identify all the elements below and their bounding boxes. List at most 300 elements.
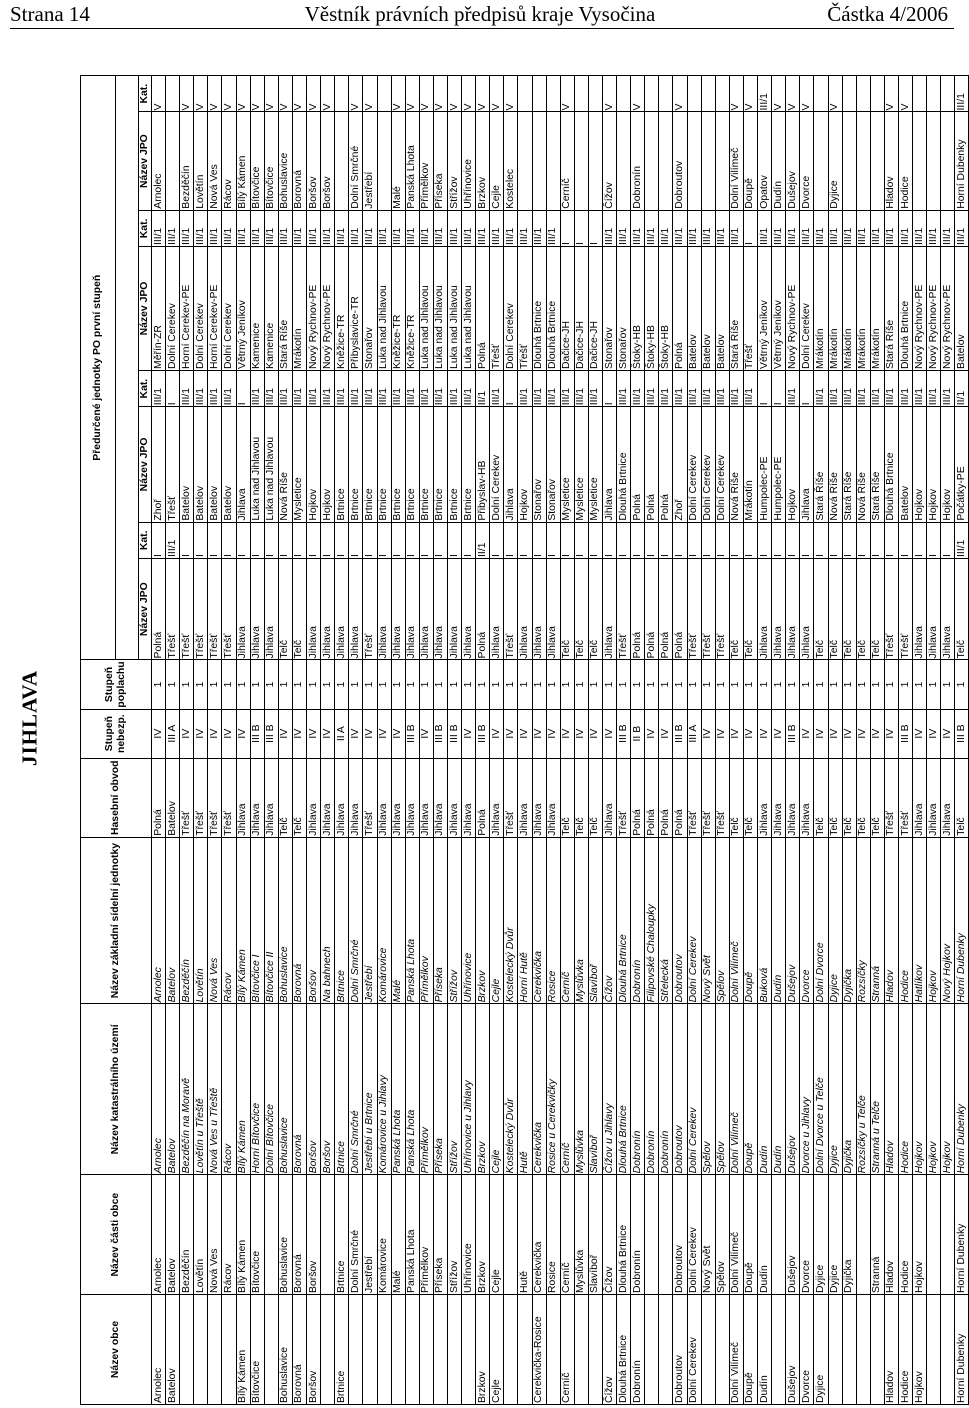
cell-katastralni-uzemi: Příseka (433, 1004, 447, 1175)
cell-jpo-2: Nová Říše (856, 407, 870, 522)
cell-kat-3: III/1 (278, 210, 292, 246)
cell-katastralni-uzemi: Dolní Vilímeč (729, 1004, 743, 1175)
cell-jpo-2: Přibyslav-HB (476, 407, 490, 522)
cell-hasebni-obvod: Jihlava (786, 758, 800, 837)
cell-kat-3: III/1 (955, 210, 969, 246)
cell-stupen-poplachu: 1 (180, 660, 194, 709)
cell-kat-4 (377, 76, 391, 112)
cell-jpo-1: Jihlava (800, 558, 814, 659)
cell-jpo-1: Telč (856, 558, 870, 659)
cell-katastralni-uzemi: Jestřebí u Brtnice (363, 1004, 377, 1175)
cell-kat-3: III/1 (419, 210, 433, 246)
table-row (180, 76, 194, 1405)
cell-jpo-4: Přímělkov (419, 112, 433, 210)
cell-cast-obce: Cerekvička (532, 1175, 546, 1295)
cell-jpo-1: Telč (560, 558, 574, 659)
cell-zakladni-sidelni-jednotka: Bezděčín (180, 837, 194, 1004)
cell-jpo-4 (532, 112, 546, 210)
table-row (166, 76, 180, 1405)
cell-stupen-nebezpeci: IV (292, 709, 306, 758)
cell-hasebni-obvod: Jihlava (603, 758, 617, 837)
cell-kat-4: V (504, 76, 518, 112)
cell-zakladni-sidelni-jednotka: Dyjička (842, 837, 856, 1004)
cell-cast-obce (927, 1175, 941, 1295)
cell-stupen-poplachu: 1 (363, 660, 377, 709)
cell-kat-2: III/1 (645, 370, 659, 406)
cell-zakladni-sidelni-jednotka: Komárovice (377, 837, 391, 1004)
cell-stupen-poplachu: 1 (546, 660, 560, 709)
cell-stupen-poplachu: 1 (701, 660, 715, 709)
section-title (0, 669, 60, 767)
cell-obec: Dudín (758, 1294, 772, 1404)
cell-kat-2: II/1 (476, 370, 490, 406)
cell-kat-2: I (166, 370, 180, 406)
cell-obec: Brzkov (476, 1294, 490, 1404)
section-title-text: JIHLAVA (17, 669, 42, 767)
cell-kat-4 (518, 76, 532, 112)
cell-zakladni-sidelni-jednotka: Černíč (560, 837, 574, 1004)
cell-jpo-3: Štoky-HB (659, 247, 673, 371)
cell-kat-4 (687, 76, 701, 112)
cell-kat-4: III/1 (955, 76, 969, 112)
cell-kat-4: III/1 (758, 76, 772, 112)
cell-kat-3: III/1 (870, 210, 884, 246)
cell-kat-4: V (447, 76, 461, 112)
cell-jpo-3: Stará Říše (278, 247, 292, 371)
cell-kat-3: III/1 (405, 210, 419, 246)
table-row (518, 76, 532, 1405)
cell-hasebni-obvod: Jihlava (307, 758, 321, 837)
cell-stupen-poplachu: 1 (292, 660, 306, 709)
cell-cast-obce: Myslůvka (574, 1175, 588, 1295)
cell-kat-4: V (743, 76, 757, 112)
cell-cast-obce: Dobronín (631, 1175, 645, 1295)
cell-jpo-3: Luka nad Jihlavou (433, 247, 447, 371)
cell-kat-4: V (236, 76, 250, 112)
cell-kat-4: V (180, 76, 194, 112)
cell-stupen-nebezpeci: III A (166, 709, 180, 758)
cell-kat-3: III/1 (180, 210, 194, 246)
cell-jpo-3: Stará Říše (729, 247, 743, 371)
cell-kat-1: I (603, 522, 617, 558)
cell-kat-3: III/1 (363, 210, 377, 246)
cell-obec (194, 1294, 208, 1404)
cell-cast-obce: Hutě (518, 1175, 532, 1295)
cell-kat-4: V (292, 76, 306, 112)
cell-obec: Cejle (490, 1294, 504, 1404)
cell-kat-4: V (250, 76, 264, 112)
cell-hasebni-obvod: Batelov (166, 758, 180, 837)
cell-stupen-nebezpeci: IV (532, 709, 546, 758)
cell-jpo-3: Mrákotín (870, 247, 884, 371)
cell-kat-3: III/1 (476, 210, 490, 246)
cell-jpo-3: Horní Cerekev-PE (208, 247, 222, 371)
cell-hasebni-obvod: Telč (842, 758, 856, 837)
cell-cast-obce: Brtnice (335, 1175, 349, 1295)
cell-kat-4: V (603, 76, 617, 112)
cell-jpo-2: Mysletice (560, 407, 574, 522)
cell-katastralni-uzemi: Přímělkov (419, 1004, 433, 1175)
cell-cast-obce: Dušejov (786, 1175, 800, 1295)
cell-jpo-4: Rácov (222, 112, 236, 210)
cell-kat-2: III/1 (152, 370, 166, 406)
cell-katastralni-uzemi: Boršov (321, 1004, 335, 1175)
cell-hasebni-obvod: Třešť (208, 758, 222, 837)
cell-jpo-2: Zhoř (673, 407, 687, 522)
cell-kat-2: III/1 (898, 370, 912, 406)
cell-hasebni-obvod: Jihlava (800, 758, 814, 837)
cell-jpo-1: Jihlava (518, 558, 532, 659)
cell-kat-1: I (814, 522, 828, 558)
cell-hasebni-obvod: Jihlava (447, 758, 461, 837)
cell-cast-obce: Dudín (758, 1175, 772, 1295)
table-row (603, 76, 617, 1405)
cell-katastralni-uzemi: Dobronín (659, 1004, 673, 1175)
cell-zakladni-sidelni-jednotka: Dvorce (800, 837, 814, 1004)
cell-stupen-nebezpeci: IV (842, 709, 856, 758)
table-row (800, 76, 814, 1405)
cell-cast-obce: Dvorce (800, 1175, 814, 1295)
cell-jpo-2: Dlouhá Brtnice (884, 407, 898, 522)
cell-kat-3: I (743, 210, 757, 246)
cell-kat-4: V (433, 76, 447, 112)
cell-jpo-2: Nová Říše (278, 407, 292, 522)
cell-stupen-nebezpeci: III B (673, 709, 687, 758)
cell-stupen-nebezpeci: IV (715, 709, 729, 758)
cell-obec (856, 1294, 870, 1404)
cell-kat-4: V (264, 76, 278, 112)
cell-cast-obce: Hladov (884, 1175, 898, 1295)
cell-jpo-2: Třešť (166, 407, 180, 522)
cell-kat-1: I (504, 522, 518, 558)
cell-katastralni-uzemi: Dvorce u Jihlavy (800, 1004, 814, 1175)
cell-hasebni-obvod: Jihlava (236, 758, 250, 837)
cell-stupen-poplachu: 1 (264, 660, 278, 709)
cell-kat-2: III/1 (363, 370, 377, 406)
cell-stupen-poplachu: 1 (208, 660, 222, 709)
cell-jpo-2: Luka nad Jihlavou (250, 407, 264, 522)
cell-kat-1: I (687, 522, 701, 558)
table-row (617, 76, 631, 1405)
cell-jpo-3: Kněžice-TR (335, 247, 349, 371)
cell-kat-3: III/1 (729, 210, 743, 246)
cell-jpo-2: Stonařov (546, 407, 560, 522)
cell-stupen-poplachu: 1 (504, 660, 518, 709)
cell-zakladni-sidelni-jednotka: Malé (391, 837, 405, 1004)
cell-jpo-3: Kněžice-TR (405, 247, 419, 371)
table-row (659, 76, 673, 1405)
cell-kat-1: I (758, 522, 772, 558)
cell-cast-obce: Borovná (292, 1175, 306, 1295)
table-row (405, 76, 419, 1405)
cell-stupen-nebezpeci: III B (476, 709, 490, 758)
cell-hasebni-obvod: Jihlava (377, 758, 391, 837)
cell-kat-2: III/1 (673, 370, 687, 406)
cell-katastralni-uzemi: Hutě (518, 1004, 532, 1175)
cell-jpo-3: Dolní Cerekev (222, 247, 236, 371)
cell-kat-1: II/1 (476, 522, 490, 558)
cell-hasebni-obvod: Jihlava (518, 758, 532, 837)
cell-jpo-1: Telč (955, 558, 969, 659)
cell-jpo-2: Jihlava (504, 407, 518, 522)
cell-jpo-2: Brtnice (419, 407, 433, 522)
cell-zakladni-sidelni-jednotka: Stranná (870, 837, 884, 1004)
cell-jpo-3: Kamenice (264, 247, 278, 371)
cell-cast-obce (772, 1175, 786, 1295)
cell-obec: Horní Dubenky (955, 1294, 969, 1404)
cell-kat-4: V (321, 76, 335, 112)
table-row (927, 76, 941, 1405)
cell-stupen-nebezpeci: IV (194, 709, 208, 758)
cell-zakladni-sidelni-jednotka: Nový Hojkov (941, 837, 955, 1004)
cell-jpo-3: Nový Rychnov-PE (913, 247, 927, 371)
cell-zakladni-sidelni-jednotka: Dyjice (828, 837, 842, 1004)
cell-kat-1: III/1 (955, 522, 969, 558)
cell-cast-obce: Bílý Kámen (236, 1175, 250, 1295)
cell-jpo-4 (588, 112, 602, 210)
cell-stupen-nebezpeci: IV (856, 709, 870, 758)
cell-jpo-2: Brtnice (363, 407, 377, 522)
cell-hasebni-obvod: Telč (278, 758, 292, 837)
cell-cast-obce: Lovětín (194, 1175, 208, 1295)
cell-zakladni-sidelni-jednotka: Nová Ves (208, 837, 222, 1004)
cell-stupen-poplachu: 1 (307, 660, 321, 709)
cell-obec (447, 1294, 461, 1404)
cell-stupen-poplachu: 1 (715, 660, 729, 709)
cell-jpo-1: Jihlava (433, 558, 447, 659)
cell-jpo-2: Nová Říše (729, 407, 743, 522)
cell-obec: Dolní Vilímeč (729, 1294, 743, 1404)
cell-hasebni-obvod: Telč (588, 758, 602, 837)
cell-kat-3: III/1 (490, 210, 504, 246)
cell-jpo-2: Počátky-PE (955, 407, 969, 522)
cell-obec (419, 1294, 433, 1404)
cell-kat-1: I (617, 522, 631, 558)
cell-stupen-poplachu: 1 (335, 660, 349, 709)
cell-hasebni-obvod: Jihlava (349, 758, 363, 837)
cell-jpo-4 (659, 112, 673, 210)
cell-cast-obce: Dobroutov (673, 1175, 687, 1295)
cell-cast-obce: Batelov (166, 1175, 180, 1295)
cell-cast-obce: Stranná (870, 1175, 884, 1295)
cell-jpo-1: Jihlava (307, 558, 321, 659)
cell-cast-obce: Nový Svět (701, 1175, 715, 1295)
cell-jpo-4: Lovětín (194, 112, 208, 210)
cell-kat-1: I (152, 522, 166, 558)
cell-zakladni-sidelni-jednotka: Kostelecký Dvůr (504, 837, 518, 1004)
cell-jpo-1: Telč (743, 558, 757, 659)
table-row (462, 76, 476, 1405)
cell-zakladni-sidelni-jednotka: Dušejov (786, 837, 800, 1004)
cell-kat-1: I (546, 522, 560, 558)
cell-jpo-1: Telč (870, 558, 884, 659)
cell-jpo-4: Cejle (490, 112, 504, 210)
cell-obec (462, 1294, 476, 1404)
cell-kat-4: V (152, 76, 166, 112)
cell-zakladni-sidelni-jednotka: Lovětín (194, 837, 208, 1004)
table-row (955, 76, 969, 1405)
cell-kat-3: III/1 (321, 210, 335, 246)
cell-kat-2: III/1 (715, 370, 729, 406)
cell-kat-2: III/1 (687, 370, 701, 406)
cell-jpo-2: Jihlava (236, 407, 250, 522)
cell-jpo-4 (856, 112, 870, 210)
cell-kat-4 (927, 76, 941, 112)
cell-stupen-nebezpeci: IV (828, 709, 842, 758)
cell-zakladni-sidelni-jednotka: Střelecká (659, 837, 673, 1004)
cell-obec: Dobroutov (673, 1294, 687, 1404)
cell-jpo-3: Batelov (701, 247, 715, 371)
cell-zakladni-sidelni-jednotka: Hodice (898, 837, 912, 1004)
cell-kat-2: III/1 (532, 370, 546, 406)
table-row (898, 76, 912, 1405)
cell-kat-2: II/1 (955, 370, 969, 406)
cell-stupen-nebezpeci: IV (349, 709, 363, 758)
cell-cast-obce: Dolní Vilímeč (729, 1175, 743, 1295)
cell-obec: Černíč (560, 1294, 574, 1404)
cell-kat-3: III/1 (504, 210, 518, 246)
cell-jpo-4 (842, 112, 856, 210)
cell-obec: Borovná (292, 1294, 306, 1404)
cell-stupen-nebezpeci: IV (941, 709, 955, 758)
cell-jpo-4: Bílý Kámen (236, 112, 250, 210)
cell-kat-4: V (391, 76, 405, 112)
cell-jpo-2: Brtnice (433, 407, 447, 522)
cell-kat-3: III/1 (687, 210, 701, 246)
cell-kat-3: I (560, 210, 574, 246)
cell-kat-2: III/1 (560, 370, 574, 406)
cell-stupen-nebezpeci: IV (659, 709, 673, 758)
cell-jpo-1: Jihlava (941, 558, 955, 659)
cell-hasebni-obvod: Telč (814, 758, 828, 837)
cell-jpo-3: Nový Rychnov-PE (941, 247, 955, 371)
cell-jpo-3: Štoky-HB (631, 247, 645, 371)
cell-obec: Bohuslavice (278, 1294, 292, 1404)
table-row (476, 76, 490, 1405)
cell-jpo-1: Třešť (504, 558, 518, 659)
cell-katastralni-uzemi: Černíč (560, 1004, 574, 1175)
cell-jpo-1: Jihlava (335, 558, 349, 659)
cell-jpo-1: Jihlava (236, 558, 250, 659)
cell-jpo-2: Dolní Cerekev (715, 407, 729, 522)
cell-hasebni-obvod: Jihlava (927, 758, 941, 837)
cell-obec (349, 1294, 363, 1404)
cell-katastralni-uzemi: Hodice (898, 1004, 912, 1175)
cell-obec (180, 1294, 194, 1404)
cell-katastralni-uzemi: Panská Lhota (405, 1004, 419, 1175)
cell-hasebni-obvod: Jihlava (335, 758, 349, 837)
cell-jpo-3: Batelov (715, 247, 729, 371)
table-row (292, 76, 306, 1405)
cell-jpo-3: Stonařov (363, 247, 377, 371)
table-row (504, 76, 518, 1405)
cell-jpo-3: Luka nad Jihlavou (462, 247, 476, 371)
cell-kat-1: I (772, 522, 786, 558)
cell-katastralni-uzemi: Dobronín (645, 1004, 659, 1175)
cell-jpo-4: Arnolec (152, 112, 166, 210)
cell-kat-1: I (631, 522, 645, 558)
cell-kat-1: I (743, 522, 757, 558)
cell-stupen-poplachu: 1 (673, 660, 687, 709)
cell-cast-obce (856, 1175, 870, 1295)
cell-jpo-4 (166, 112, 180, 210)
cell-stupen-nebezpeci: IV (180, 709, 194, 758)
cell-jpo-4: Jestřebí (363, 112, 377, 210)
cell-cast-obce: Hojkov (913, 1175, 927, 1295)
cell-jpo-2: Polná (631, 407, 645, 522)
cell-kat-2: III/1 (433, 370, 447, 406)
cell-jpo-4: Bítovčice (250, 112, 264, 210)
cell-hasebni-obvod: Telč (870, 758, 884, 837)
cell-jpo-1: Telč (842, 558, 856, 659)
cell-cast-obce: Střížov (447, 1175, 461, 1295)
cell-kat-2: III/1 (574, 370, 588, 406)
cell-hasebni-obvod: Třešť (617, 758, 631, 837)
cell-kat-3: III/1 (166, 210, 180, 246)
cell-stupen-poplachu: 1 (321, 660, 335, 709)
cell-zakladni-sidelni-jednotka: Přímělkov (419, 837, 433, 1004)
cell-stupen-poplachu: 1 (772, 660, 786, 709)
cell-kat-2: III/1 (250, 370, 264, 406)
rotated-table-wrapper (80, 75, 967, 1405)
cell-kat-4: V (222, 76, 236, 112)
cell-kat-3: III/1 (884, 210, 898, 246)
cell-jpo-4: Dvorce (800, 112, 814, 210)
cell-katastralni-uzemi: Dudín (772, 1004, 786, 1175)
cell-stupen-poplachu: 1 (433, 660, 447, 709)
cell-stupen-poplachu: 1 (476, 660, 490, 709)
cell-cast-obce: Dolní Cerekev (687, 1175, 701, 1295)
cell-cast-obce: Nová Ves (208, 1175, 222, 1295)
cell-stupen-poplachu: 1 (588, 660, 602, 709)
col-kat-2: Kat. (139, 370, 152, 406)
cell-kat-2: III/1 (588, 370, 602, 406)
cell-katastralni-uzemi: Myslůvka (574, 1004, 588, 1175)
cell-obec: Batelov (166, 1294, 180, 1404)
cell-kat-1: I (236, 522, 250, 558)
cell-jpo-4: Černíč (560, 112, 574, 210)
cell-jpo-2: Nová Říše (828, 407, 842, 522)
cell-kat-1: I (208, 522, 222, 558)
page-number: Strana 14 (10, 2, 90, 26)
cell-katastralni-uzemi: Dolní Smrčné (349, 1004, 363, 1175)
cell-jpo-3: Dolní Cerekev (194, 247, 208, 371)
table-row (222, 76, 236, 1405)
cell-kat-3: III/1 (786, 210, 800, 246)
table-body (152, 76, 969, 1405)
cell-kat-4 (532, 76, 546, 112)
cell-stupen-nebezpeci: III B (433, 709, 447, 758)
cell-hasebni-obvod: Telč (292, 758, 306, 837)
cell-kat-2: III/1 (913, 370, 927, 406)
table-row (758, 76, 772, 1405)
cell-katastralni-uzemi: Spělov (715, 1004, 729, 1175)
cell-zakladni-sidelni-jednotka: Dolní Cerekev (687, 837, 701, 1004)
col-jpo-1: Název JPO (139, 558, 152, 659)
cell-jpo-4 (645, 112, 659, 210)
cell-hasebni-obvod: Jihlava (419, 758, 433, 837)
cell-obec: Dlouhá Brtnice (617, 1294, 631, 1404)
cell-stupen-nebezpeci: IV (391, 709, 405, 758)
cell-zakladni-sidelni-jednotka: Hatlíkov (913, 837, 927, 1004)
cell-jpo-4 (518, 112, 532, 210)
cell-zakladni-sidelni-jednotka: Rácov (222, 837, 236, 1004)
cell-zakladni-sidelni-jednotka: Horní Dubenky (955, 837, 969, 1004)
cell-stupen-poplachu: 1 (236, 660, 250, 709)
cell-kat-3: III/1 (645, 210, 659, 246)
cell-jpo-1: Telč (574, 558, 588, 659)
cell-cast-obce (941, 1175, 955, 1295)
